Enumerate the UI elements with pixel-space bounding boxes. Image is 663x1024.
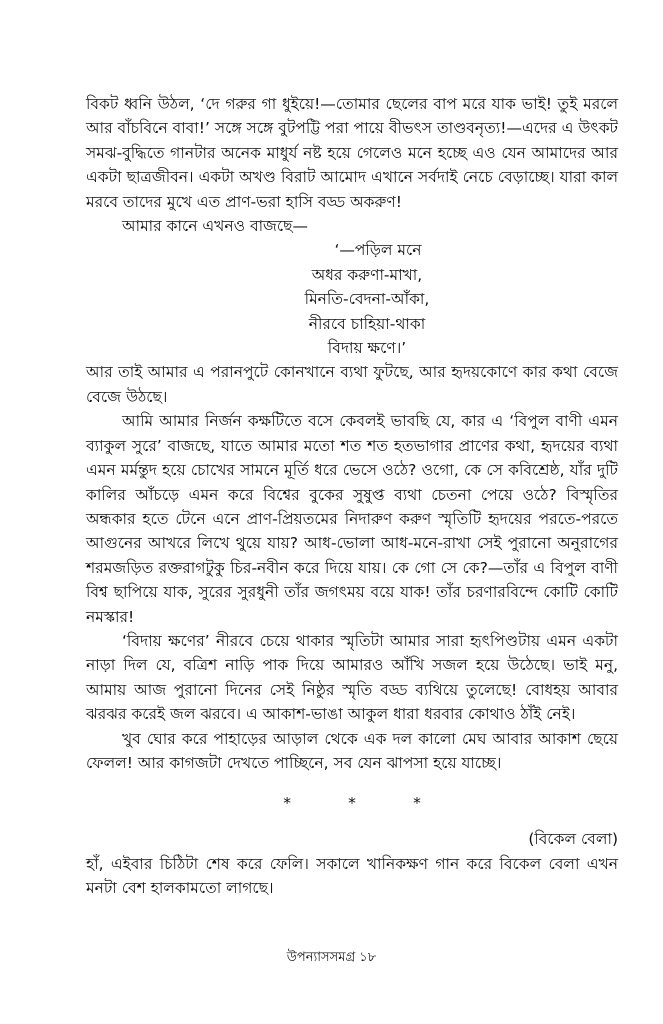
paragraph-body-1: আমি আমার নির্জন কক্ষটিতে বসে কেবলই ভাবছি যে, কার এ ‘বিপুল বাণী এমন ব্যাকুল সুরে’ বাজছে, যাতে আমার মতো শত শত হতভাগার প্রাণের কথা, হৃদয়ের ব্যথা এমন মর্মন্তুদ হয়ে চোখের সামনে মূর্তি ধরে ভেসে ওঠে? ওগো, কে সে কবিশ্রেষ্ঠ, যাঁর দুটি কালির আঁচড়ে এমন করে বিশ্বের বুকের সুষুপ্ত ব্যথা চেতনা পেয়ে ওঠে? বিস্মৃতির অন্ধকার হতে টেনে এনে প্রাণ-প্রিয়তমের নিদারুণ করুণ স্মৃতিটি হৃদয়ের পরতে-পরতে আগুনের আখরে লিখে থুয়ে যায়? আধ-ভোলা আধ-মনে-রাখা সেই পুরানো অনুরাগের শরমজড়িত রক্তরাগটুকু চির-নবীন করে দিয়ে যায়। কে গো সে কে?—তাঁর এ বিপুল বাণী বিশ্ব ছাপিয়ে যাক, সুরের সুরধুনী তাঁর জগৎময় বয়ে যাক! তাঁর চরণারবিন্দে কোটি কোটি নমস্কার! <box>86 412 618 626</box>
paragraph-body-3: খুব ঘোর করে পাহাড়ের আড়াল থেকে এক দল কালো মেঘ আবার আকাশ ছেয়ে ফেলল! আর কাগজটা দেখতে পাচ্ছিনে, সব যেন ঝাপসা হয়ে যাচ্ছে। <box>86 729 618 772</box>
poem-line: বিদায় ক্ষণে।’ <box>327 339 407 358</box>
poem-line: অধর করুণা-মাখা, <box>311 265 423 284</box>
paragraph-body-2: ‘বিদায় ক্ষণের’ নীরবে চেয়ে থাকার স্মৃতিটা আমার সারা হৃৎপিণ্ডটায় এমন একটা নাড়া দিল যে, বত্রিশ নাড়ি পাক দিয়ে আমারও আঁখি সজল হয়ে উঠেছে। ভাই মনু, আমায় আজ পুরানো দিনের সেই নিষ্ঠুর স্মৃতি বড্ড ব্যথিয়ে তুলেছে! বোধহয় আবার ঝরঝর করেই জল ঝরবে। এ আকাশ-ভাঙা আকুল ধারা ধরবার কোথাও ঠাঁই নেই। <box>86 631 618 724</box>
section-separator <box>86 791 618 815</box>
page-body <box>86 92 618 901</box>
separator-star: * <box>348 794 356 813</box>
poem-line: নীরবে চাহিয়া-থাকা <box>308 314 426 333</box>
page-footer: উপন্যাসসমগ্র ১৮ <box>286 950 377 965</box>
poem-block <box>86 238 618 360</box>
paragraph-after-poem: আর তাই আমার এ পরানপুটে কোনখানে ব্যথা ফুটছে, আর হৃদয়কোণে কার কথা বেজে বেজে উঠছে। <box>86 363 618 406</box>
separator-star: * <box>413 794 421 813</box>
paragraph-opening: বিকট ধ্বনি উঠল, ‘দে গরুর গা ধুইয়ে!—তোমার ছেলের বাপ মরে যাক ভাই! তুই মরলে আর বাঁচবিনে বাবা!’ সঙ্গে সঙ্গে বুটপট্টি পরা পায়ে বীভৎস তাণ্ডবনৃত্য!—এদের এ উৎকট সমঝ-বুদ্ধিতে গানটার অনেক মাধুর্য নষ্ট হয়ে গেলেও মনে হচ্ছে এও যেন আমাদের আর একটা ছাত্রজীবন। একটা অখণ্ড বিরাট আমোদ এখানে সর্বদাই নেচে বেড়াচ্ছে। যারা কাল মরবে তাদের মুখে এত প্রাণ-ভরা হাসি বড্ড অকরুণ! <box>86 95 618 211</box>
separator-star: * <box>283 794 291 813</box>
paragraph-closing: হাঁ, এইবার চিঠিটা শেষ করে ফেলি। সকালে খানিকক্ষণ গান করে বিকেল বেলা এখন মনটা বেশ হালকামতো লাগছে। <box>86 854 618 898</box>
paragraph-intro-poem: আমার কানে এখনও বাজছে— <box>122 217 309 236</box>
section-heading: (বিকেল বেলা) <box>528 830 618 849</box>
poem-line: ‘—পড়িল মনে <box>334 241 422 260</box>
poem-line: মিনতি-বেদনা-আঁকা, <box>304 290 430 309</box>
